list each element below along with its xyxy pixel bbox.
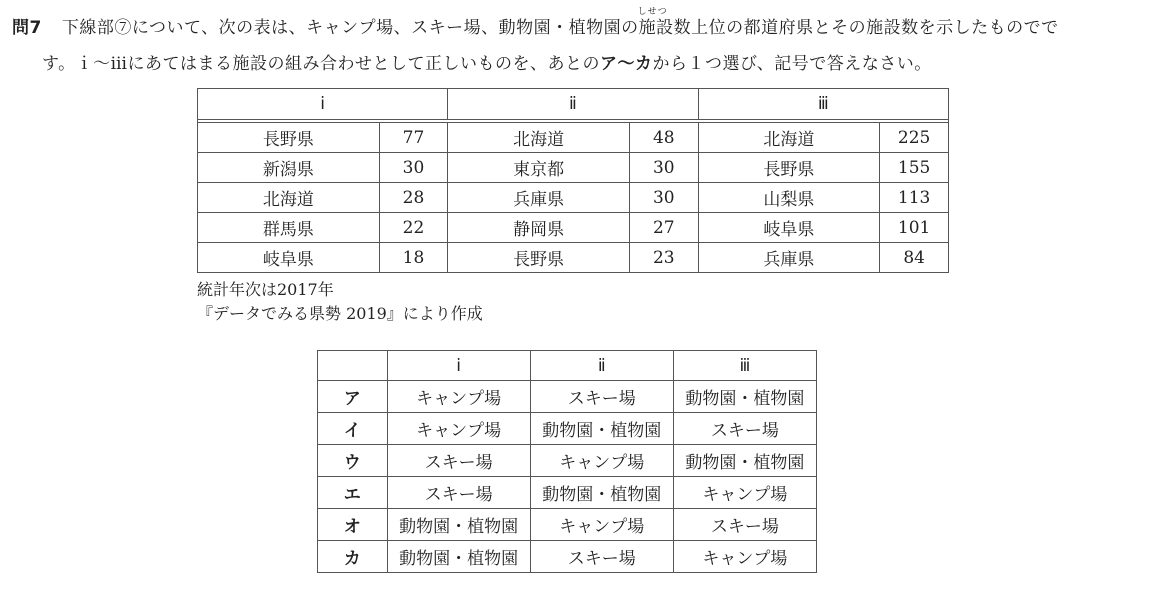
question-text-2b: から１つ選び、記号で答えなさい。 [652, 54, 932, 74]
count-cell: 101 [880, 213, 949, 243]
prefecture-cell: 長野県 [448, 243, 630, 273]
choice-row [318, 541, 817, 573]
question-text-1a: 下線部⑦について、次の表は、キャンプ場、スキー場、動物園・植物園の [61, 18, 639, 38]
prefecture-cell: 山梨県 [698, 183, 880, 213]
statistics-year-note: 統計年次は2017年 [197, 280, 334, 299]
choice-row [318, 413, 817, 445]
facility-cell: キャンプ場 [530, 445, 673, 477]
furigana-reading: しせつ [637, 7, 668, 17]
table-row [198, 123, 949, 153]
count-cell: 23 [629, 243, 698, 273]
facility-cell: スキー場 [530, 381, 673, 413]
prefecture-cell: 長野県 [198, 123, 380, 153]
prefecture-cell: 北海道 [698, 123, 880, 153]
prefecture-cell: 群馬県 [198, 213, 380, 243]
prefecture-cell: 兵庫県 [448, 183, 630, 213]
choice-header-row [318, 351, 817, 381]
option-label: カ [318, 541, 388, 573]
choice-header-i: ⅰ [387, 351, 530, 381]
option-label: エ [318, 477, 388, 509]
question-number: 問7 [12, 18, 42, 38]
count-cell: 18 [379, 243, 448, 273]
count-cell: 22 [379, 213, 448, 243]
option-label: イ [318, 413, 388, 445]
count-cell: 28 [379, 183, 448, 213]
facility-cell: スキー場 [387, 445, 530, 477]
facility-cell: キャンプ場 [673, 541, 816, 573]
facility-cell: キャンプ場 [387, 381, 530, 413]
count-cell: 155 [880, 153, 949, 183]
choice-row [318, 477, 817, 509]
prefecture-cell: 静岡県 [448, 213, 630, 243]
count-cell: 113 [880, 183, 949, 213]
choice-row [318, 381, 817, 413]
facility-cell: 動物園・植物園 [530, 413, 673, 445]
table-row [198, 213, 949, 243]
facility-cell: 動物園・植物園 [387, 509, 530, 541]
facility-cell: スキー場 [673, 509, 816, 541]
facility-cell: スキー場 [673, 413, 816, 445]
count-cell: 48 [629, 123, 698, 153]
facility-cell: スキー場 [387, 477, 530, 509]
facility-cell: 動物園・植物園 [673, 381, 816, 413]
prefecture-cell: 北海道 [448, 123, 630, 153]
facility-header-iii: ⅲ [698, 89, 948, 120]
answer-choice-table [317, 350, 817, 573]
count-cell: 30 [629, 153, 698, 183]
facility-cell: キャンプ場 [387, 413, 530, 445]
prefecture-cell: 東京都 [448, 153, 630, 183]
prefecture-cell: 新潟県 [198, 153, 380, 183]
question-line-2 [42, 49, 932, 74]
facility-header-i: ⅰ [198, 89, 448, 120]
count-cell: 225 [880, 123, 949, 153]
facility-cell: キャンプ場 [530, 509, 673, 541]
question-text-1b: 数上位の都道府県とその施設数を示したものでで [673, 18, 1059, 38]
choice-row [318, 445, 817, 477]
question-line-1 [12, 7, 1059, 38]
option-label: オ [318, 509, 388, 541]
table-row [198, 243, 949, 273]
count-cell: 77 [379, 123, 448, 153]
choice-header-iii: ⅲ [673, 351, 816, 381]
choice-row [318, 509, 817, 541]
count-cell: 30 [629, 183, 698, 213]
option-label: ア [318, 381, 388, 413]
prefecture-cell: 岐阜県 [698, 213, 880, 243]
question-text-2a: す。ｉ～ⅲにあてはまる施設の組み合わせとして正しいものを、あとの [42, 54, 600, 74]
prefecture-cell: 岐阜県 [198, 243, 380, 273]
source-note: 『データでみる県勢 2019』により作成 [197, 304, 483, 323]
facility-cell: 動物園・植物園 [530, 477, 673, 509]
facility-cell: キャンプ場 [673, 477, 816, 509]
choice-header-ii: ⅱ [530, 351, 673, 381]
table-row [198, 183, 949, 213]
prefecture-cell: 長野県 [698, 153, 880, 183]
prefecture-cell: 北海道 [198, 183, 380, 213]
prefecture-cell: 兵庫県 [698, 243, 880, 273]
facility-cell: スキー場 [530, 541, 673, 573]
option-label: ウ [318, 445, 388, 477]
furigana-base: 施設 [638, 18, 674, 38]
table-row [198, 153, 949, 183]
count-cell: 30 [379, 153, 448, 183]
facility-header-ii: ⅱ [448, 89, 698, 120]
choice-header-blank [318, 351, 388, 381]
count-cell: 84 [880, 243, 949, 273]
facility-ranking-table [197, 88, 949, 273]
facility-cell: 動物園・植物園 [673, 445, 816, 477]
facility-header-row [198, 89, 949, 120]
furigana-word [637, 7, 674, 38]
facility-cell: 動物園・植物園 [387, 541, 530, 573]
choice-range: ア～カ [599, 54, 653, 74]
count-cell: 27 [629, 213, 698, 243]
